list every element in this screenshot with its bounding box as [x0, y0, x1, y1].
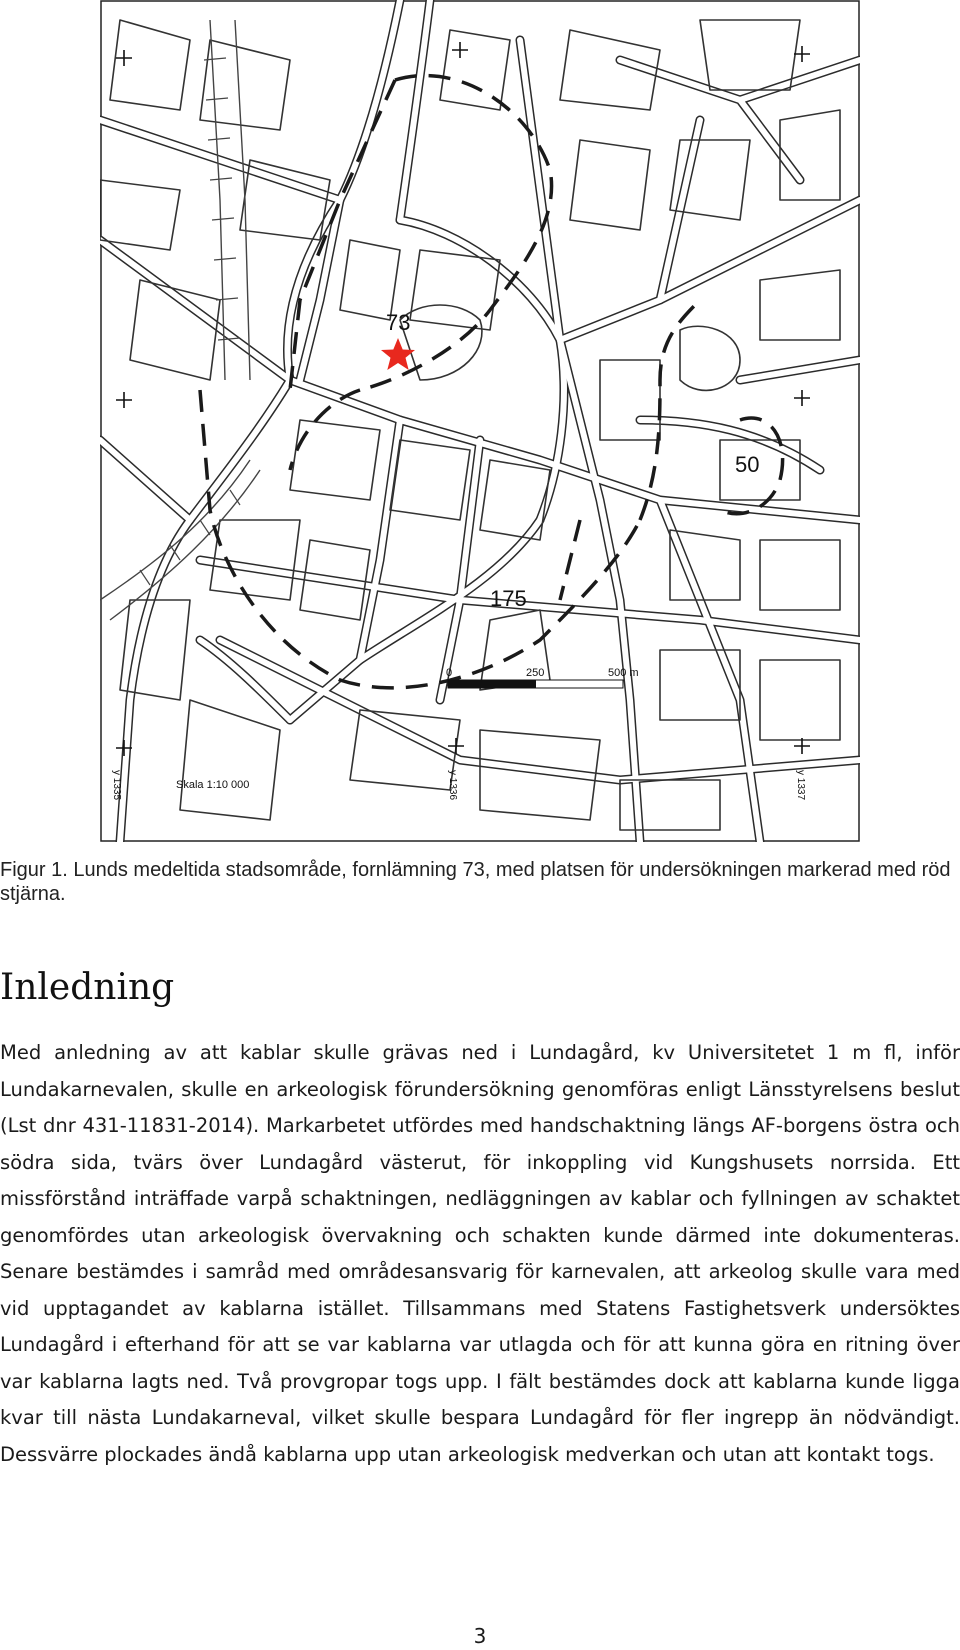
svg-text:0: 0 — [446, 667, 453, 679]
scale-text: Skala 1:10 000 — [176, 779, 250, 791]
site-label-73: 73 — [386, 310, 411, 335]
section-heading: Inledning — [0, 967, 175, 1008]
svg-text:250: 250 — [526, 667, 545, 679]
svg-text:500 m: 500 m — [608, 667, 639, 679]
grid-label-1335: y 1335 — [111, 770, 122, 801]
medieval-lund-map — [100, 0, 860, 842]
body-paragraph: Med anledning av att kablar skulle grävas ned i Lundagård, kv Universitetet 1 m fl, inför Lundakarnevalen, skulle en arkeologisk förundersökning genomföras enligt Länsstyrelsens beslut (Lst dnr 431-11831-2014). Markarbetet utfördes med handschaktning längs AF-borgens östra och södra sida, tvärs över Lundagård västerut, för inkoppling vid Kungshusets norrsida. Ett missförstånd inträffade varpå schaktningen, nedläggningen av kablar och fyllningen av schaktet genomfördes utan arkeologisk övervakning och schakten kunde därmed inte dokumenteras. Senare bestämdes i samråd med områdesansvarig för karnevalen, att arkeolog skulle vara med vid upptagandet av kablarna istället. Tillsammans med Statens Fastighetsverk undersöktes Lundagård i efterhand för att se var kablarna var utlagda och för att kunna göra en ritning över var kablarna lagts ned. Två provgropar togs upp. I fält bestämdes dock att kablarna kunde ligga kvar till nästa Lundakarneval, vilket skulle bespara Lundagård för fler ingrepp än nödvändigt. Dessvärre plockades ändå kablarna upp utan arkeologisk medverkan och utan att kontakt togs. — [0, 1041, 960, 1466]
site-label-50: 50 — [735, 452, 760, 477]
figure-caption: Figur 1. Lunds medeltida stadsområde, fornlämning 73, med platsen för undersökningen markerad med röd stjärna. — [0, 859, 951, 905]
site-label-175: 175 — [490, 586, 527, 611]
grid-label-1337: y 1337 — [795, 770, 806, 801]
grid-label-1336: y 1336 — [447, 770, 458, 801]
page-number: 3 — [473, 1624, 487, 1648]
